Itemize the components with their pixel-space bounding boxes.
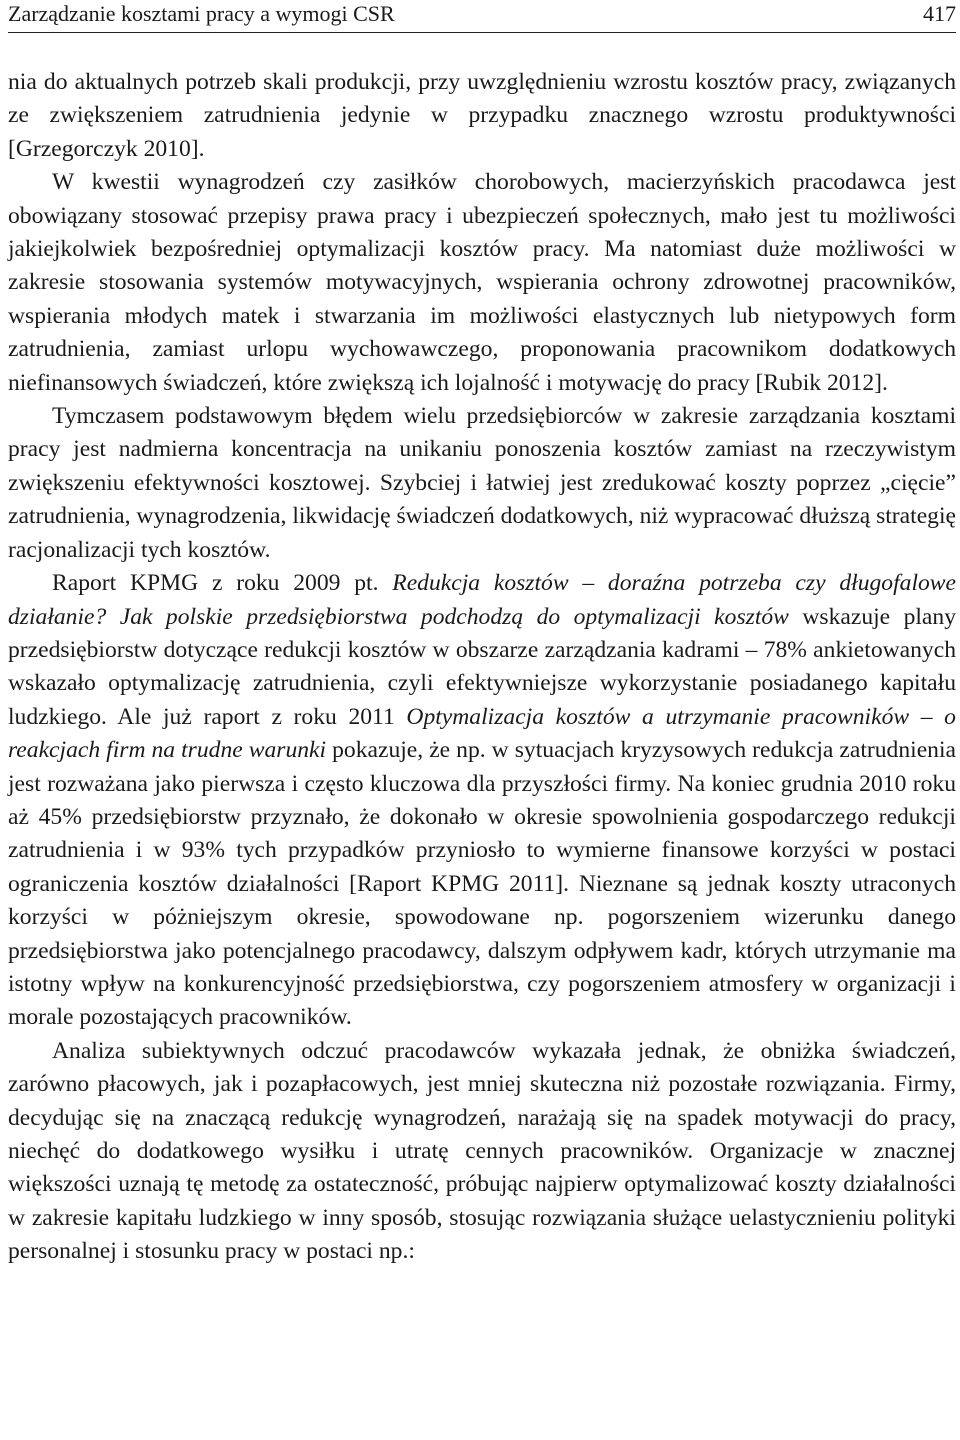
running-header bbox=[8, 0, 956, 33]
text-run: W kwestii wynagrodzeń czy zasiłków chorobowych, macierzyńskich pracodawca jest obowiązany stosować przepisy prawa pracy i ubezpieczeń społecznych, mało jest tu możliwości jakiejkolwiek bezpośredniej optymalizacji kosztów pracy. Ma natomiast duże możliwości w zakresie stosowania systemów motywacyjnych, wspierania ochrony zdrowotnej pracowników, wspierania młodych matek i stwarzania im możliwości elastycznych lub nietypowych form zatrudnienia, zamiast urlopu wychowawczego, proponowania pracownikom dodatkowych niefinansowych świadczeń, które zwiększą ich lojalność i motywację do pracy [Rubik 2012]. bbox=[8, 169, 956, 396]
italic-title-run: Redukcja kosztów – doraźna potrzeba czy długofalowe działanie? Jak polskie przedsiębiorstwa podchodzą do optymalizacji kosztów bbox=[8, 570, 956, 630]
text-run: wskazuje plany przedsiębiorstw dotyczące redukcji kosztów w obszarze zarządzania kadrami – 78% ankietowanych wskazało optymalizację zatrudnienia, czyli efektywniejsze wykorzystanie posiadanego kapitału ludzkiego. Ale już raport z roku 2011 bbox=[8, 603, 956, 730]
paragraph bbox=[8, 567, 956, 1035]
paragraph bbox=[8, 400, 956, 567]
body-text bbox=[8, 66, 956, 1269]
running-title: Zarządzanie kosztami pracy a wymogi CSR bbox=[8, 1, 395, 26]
text-run: Raport KPMG z roku 2009 pt. bbox=[52, 570, 393, 597]
italic-title-run: Optymalizacja kosztów a utrzymanie pracowników – o reakcjach firm na trudne warunki bbox=[8, 703, 956, 764]
document-page bbox=[8, 0, 956, 1269]
paragraph bbox=[8, 66, 956, 166]
text-run: pokazuje, że np. w sytuacjach kryzysowych redukcja zatrudnienia jest rozważana jako pierwsza i często kluczowa dla przyszłości firmy. Na koniec grudnia 2010 roku aż 45% przedsiębiorstw przyznało, że dokonało w okresie spowolnienia gospodarczego redukcji zatrudnienia i w 93% tych przypadków przyniosło to wymierne finansowe korzyści w postaci ograniczenia kosztów działalności [Raport KPMG 2011]. Nieznane są jednak koszty utraconych korzyści w póżniejszym okresie, spowodowane np. pogorszeniem wizerunku danego przedsiębiorstwa jako potencjalnego pracodawcy, dalszym odpływem kadr, których utrzymanie ma istotny wpływ na konkurencyjność przedsiębiorstwa, czy pogorszeniem atmosfery w organizacji i morale pozostających pracowników. bbox=[8, 737, 956, 1031]
text-run: Tymczasem podstawowym błędem wielu przedsiębiorców w zakresie zarządzania kosztami pracy jest nadmierna koncentracja na unikaniu ponoszenia kosztów zamiast na rzeczywistym zwiększeniu efektywności kosztowej. Szybciej i łatwiej jest zredukować koszty poprzez „cięcie” zatrudnienia, wynagrodzenia, likwidację świadczeń dodatkowych, niż wypracować dłuższą strategię racjonalizacji tych kosztów. bbox=[8, 403, 956, 563]
paragraph bbox=[8, 166, 956, 400]
paragraph bbox=[8, 1035, 956, 1269]
page-number: 417 bbox=[923, 1, 956, 26]
text-run: Analiza subiektywnych odczuć pracodawców wykazała jednak, że obniżka świadczeń, zarówno płacowych, jak i pozapłacowych, jest mniej skuteczna niż pozostałe rozwiązania. Firmy, decydując się na znaczącą redukcję wynagrodzeń, narażają się na spadek motywacji do pracy, niechęć do dodatkowego wysiłku i utratę cennych pracowników. Organizacje w znacznej większości uznają tę metodę za ostateczność, próbując najpierw optymalizować koszty działalności w zakresie kapitału ludzkiego w inny sposób, stosując rozwiązania służące uelastycznieniu polityki personalnej i stosunku pracy w postaci np.: bbox=[8, 1037, 956, 1265]
text-run: nia do aktualnych potrzeb skali produkcji, przy uwzględnieniu wzrostu kosztów pracy, związanych ze zwiększeniem zatrudnienia jedynie w przypadku znacznego wzrostu produktywności [Grzegorczyk 2010]. bbox=[8, 69, 956, 162]
